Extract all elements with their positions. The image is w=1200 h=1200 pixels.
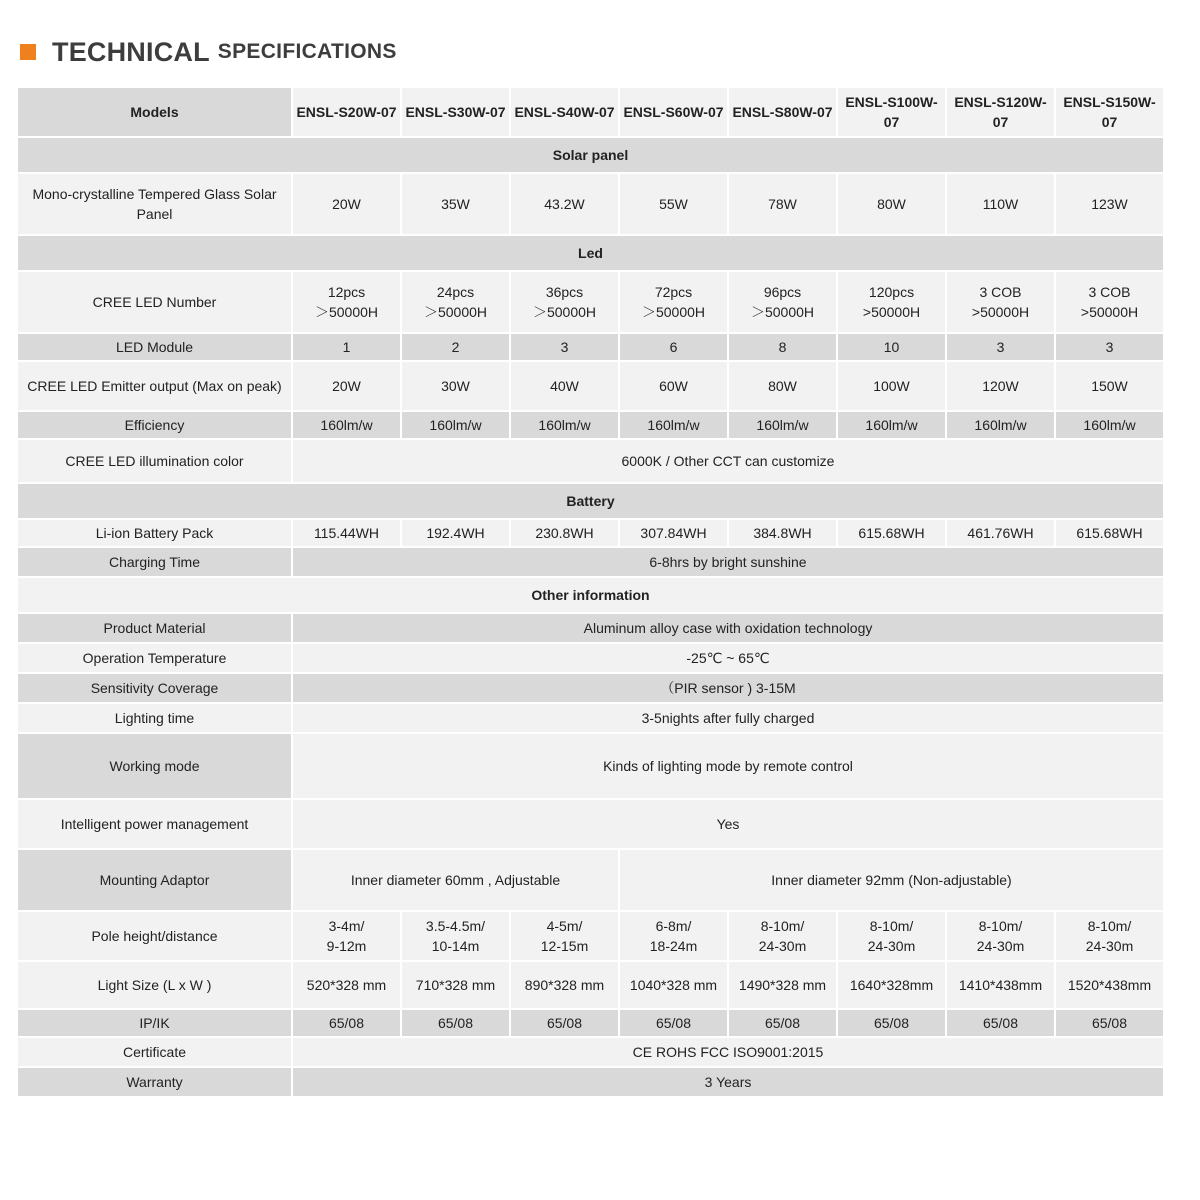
spec-value	[293, 272, 400, 332]
spec-value-line1: 3 COB	[1088, 284, 1131, 300]
spec-value: 1410*438mm	[947, 962, 1054, 1008]
spec-value: 3	[1056, 334, 1163, 360]
row-label: Light Size (L x W )	[18, 962, 291, 1008]
spec-value: 160lm/w	[511, 412, 618, 438]
spec-value-line1: 96pcs	[763, 284, 802, 300]
spec-value: 20W	[293, 362, 400, 410]
row-cree-led-number	[18, 272, 1163, 332]
row-label: LED Module	[18, 334, 291, 360]
spec-value: 1640*328mm	[838, 962, 945, 1008]
spec-value: 65/08	[729, 1010, 836, 1036]
spec-value-line1: 8-10m/	[978, 918, 1023, 934]
spec-value-line1: 3-4m/	[328, 918, 365, 934]
model-name: ENSL-S40W-07	[511, 88, 618, 136]
section-title: Other information	[18, 578, 1163, 612]
row-label: CREE LED Emitter output (Max on peak)	[18, 362, 291, 410]
models-row	[18, 88, 1163, 136]
spec-value: 1520*438mm	[1056, 962, 1163, 1008]
section-title: Solar panel	[18, 138, 1163, 172]
spec-value: 35W	[402, 174, 509, 234]
spec-value: 43.2W	[511, 174, 618, 234]
spec-value-line1: 36pcs	[545, 284, 584, 300]
model-name: ENSL-S150W-07	[1056, 88, 1163, 136]
row-certificate	[18, 1038, 1163, 1066]
spec-value: 6	[620, 334, 727, 360]
row-light-size	[18, 962, 1163, 1008]
spec-value: 115.44WH	[293, 520, 400, 546]
spec-value: 80W	[838, 174, 945, 234]
row-pole-height	[18, 912, 1163, 960]
row-label: IP/IK	[18, 1010, 291, 1036]
spec-value: 65/08	[402, 1010, 509, 1036]
row-label: Pole height/distance	[18, 912, 291, 960]
spec-value	[947, 912, 1054, 960]
row-charging-time	[18, 548, 1163, 576]
spec-value-line2: 24-30m	[976, 938, 1025, 954]
spec-value: 1490*328 mm	[729, 962, 836, 1008]
spec-value: 110W	[947, 174, 1054, 234]
row-led-module	[18, 334, 1163, 360]
spec-value	[511, 912, 618, 960]
row-mounting-adaptor	[18, 850, 1163, 910]
spec-value: 65/08	[293, 1010, 400, 1036]
row-efficiency	[18, 412, 1163, 438]
section-battery	[18, 484, 1163, 518]
mounting-value-small: Inner diameter 60mm , Adjustable	[293, 850, 618, 910]
page-header	[20, 34, 397, 70]
row-label: Intelligent power management	[18, 800, 291, 848]
row-label: Efficiency	[18, 412, 291, 438]
row-label: Sensitivity Coverage	[18, 674, 291, 702]
row-label: Mono-crystalline Tempered Glass Solar Panel	[18, 174, 291, 234]
row-lighting-time	[18, 704, 1163, 732]
section-led	[18, 236, 1163, 270]
spec-value: 2	[402, 334, 509, 360]
row-label: Certificate	[18, 1038, 291, 1066]
spec-value-merged: Aluminum alloy case with oxidation technology	[293, 614, 1163, 642]
spec-value: 80W	[729, 362, 836, 410]
spec-value: 461.76WH	[947, 520, 1054, 546]
model-name: ENSL-S20W-07	[293, 88, 400, 136]
spec-value: 55W	[620, 174, 727, 234]
spec-value	[838, 272, 945, 332]
spec-value	[729, 912, 836, 960]
title-sub: SPECIFICATIONS	[217, 40, 397, 63]
spec-value: 10	[838, 334, 945, 360]
spec-value: 160lm/w	[620, 412, 727, 438]
spec-value-line2: 18-24m	[649, 938, 698, 954]
spec-value: 120W	[947, 362, 1054, 410]
spec-value: 8	[729, 334, 836, 360]
spec-value	[1056, 272, 1163, 332]
spec-value: 100W	[838, 362, 945, 410]
spec-value-line2: 24-30m	[758, 938, 807, 954]
spec-value	[620, 912, 727, 960]
spec-value: 710*328 mm	[402, 962, 509, 1008]
spec-value-merged: Yes	[293, 800, 1163, 848]
spec-value-line2: 12-15m	[540, 938, 589, 954]
spec-value	[947, 272, 1054, 332]
spec-value: 615.68WH	[1056, 520, 1163, 546]
model-name: ENSL-S30W-07	[402, 88, 509, 136]
specifications-table	[16, 86, 1165, 1098]
spec-value: 3	[947, 334, 1054, 360]
spec-value-line1: 3 COB	[979, 284, 1022, 300]
spec-value: 150W	[1056, 362, 1163, 410]
models-label: Models	[18, 88, 291, 136]
row-solar-panel	[18, 174, 1163, 234]
row-operation-temperature	[18, 644, 1163, 672]
spec-value: 78W	[729, 174, 836, 234]
section-other-information	[18, 578, 1163, 612]
spec-value	[402, 912, 509, 960]
spec-value-line2: >50000H	[862, 304, 921, 320]
mounting-value-large: Inner diameter 92mm (Non-adjustable)	[620, 850, 1163, 910]
row-emitter-output	[18, 362, 1163, 410]
spec-value-line2: >50000H	[1080, 304, 1139, 320]
spec-value	[729, 272, 836, 332]
spec-value-line1: 6-8m/	[655, 918, 692, 934]
spec-value	[293, 912, 400, 960]
spec-value: 615.68WH	[838, 520, 945, 546]
row-sensitivity-coverage	[18, 674, 1163, 702]
spec-value: 3	[511, 334, 618, 360]
spec-value: 192.4WH	[402, 520, 509, 546]
spec-value-line2: ＞50000H	[532, 304, 597, 320]
spec-value-merged: Kinds of lighting mode by remote control	[293, 734, 1163, 798]
spec-value-line1: 12pcs	[327, 284, 366, 300]
row-label: Warranty	[18, 1068, 291, 1096]
spec-value-line1: 8-10m/	[869, 918, 914, 934]
spec-value-merged: （PIR sensor ) 3-15M	[293, 674, 1163, 702]
title-main: TECHNICAL	[52, 36, 210, 67]
spec-value-line2: ＞50000H	[423, 304, 488, 320]
model-name: ENSL-S100W-07	[838, 88, 945, 136]
orange-square-icon	[20, 44, 36, 60]
spec-value	[838, 912, 945, 960]
row-battery-pack	[18, 520, 1163, 546]
spec-value: 307.84WH	[620, 520, 727, 546]
spec-value: 1	[293, 334, 400, 360]
spec-value-merged: 3 Years	[293, 1068, 1163, 1096]
row-label: Li-ion Battery Pack	[18, 520, 291, 546]
spec-value-line2: 9-12m	[326, 938, 367, 954]
spec-value	[1056, 912, 1163, 960]
spec-value: 65/08	[1056, 1010, 1163, 1036]
spec-value-line2: ＞50000H	[750, 304, 815, 320]
spec-value-line2: 24-30m	[1085, 938, 1134, 954]
spec-value-merged: CE ROHS FCC ISO9001:2015	[293, 1038, 1163, 1066]
spec-value	[511, 272, 618, 332]
model-name: ENSL-S60W-07	[620, 88, 727, 136]
spec-value: 60W	[620, 362, 727, 410]
row-label: Operation Temperature	[18, 644, 291, 672]
row-label: CREE LED Number	[18, 272, 291, 332]
spec-value: 1040*328 mm	[620, 962, 727, 1008]
row-label: Charging Time	[18, 548, 291, 576]
section-title: Led	[18, 236, 1163, 270]
spec-value-line1: 3.5-4.5m/	[425, 918, 486, 934]
spec-value: 160lm/w	[838, 412, 945, 438]
spec-value-line2: 24-30m	[867, 938, 916, 954]
spec-value: 40W	[511, 362, 618, 410]
spec-value-merged: 3-5nights after fully charged	[293, 704, 1163, 732]
spec-value: 160lm/w	[402, 412, 509, 438]
model-name: ENSL-S120W-07	[947, 88, 1054, 136]
section-solar-panel	[18, 138, 1163, 172]
spec-value: 230.8WH	[511, 520, 618, 546]
spec-value: 20W	[293, 174, 400, 234]
row-product-material	[18, 614, 1163, 642]
spec-value-line2: ＞50000H	[641, 304, 706, 320]
spec-value-line1: 8-10m/	[760, 918, 805, 934]
row-power-management	[18, 800, 1163, 848]
spec-value-merged: 6-8hrs by bright sunshine	[293, 548, 1163, 576]
row-ip-ik	[18, 1010, 1163, 1036]
row-label: Working mode	[18, 734, 291, 798]
spec-value-line1: 120pcs	[868, 284, 915, 300]
spec-value-line2: 10-14m	[431, 938, 480, 954]
spec-value: 384.8WH	[729, 520, 836, 546]
spec-value	[402, 272, 509, 332]
spec-value-line1: 4-5m/	[546, 918, 583, 934]
spec-value	[620, 272, 727, 332]
spec-value: 123W	[1056, 174, 1163, 234]
spec-value: 65/08	[620, 1010, 727, 1036]
spec-value-merged: 6000K / Other CCT can customize	[293, 440, 1163, 482]
spec-value: 65/08	[947, 1010, 1054, 1036]
spec-value: 160lm/w	[729, 412, 836, 438]
spec-value: 520*328 mm	[293, 962, 400, 1008]
row-label: Mounting Adaptor	[18, 850, 291, 910]
row-label: CREE LED illumination color	[18, 440, 291, 482]
spec-value: 30W	[402, 362, 509, 410]
spec-value-line1: 72pcs	[654, 284, 693, 300]
model-name: ENSL-S80W-07	[729, 88, 836, 136]
row-working-mode	[18, 734, 1163, 798]
row-label: Product Material	[18, 614, 291, 642]
spec-value-line1: 8-10m/	[1087, 918, 1132, 934]
row-illumination-color	[18, 440, 1163, 482]
spec-value-line2: ＞50000H	[314, 304, 379, 320]
row-warranty	[18, 1068, 1163, 1096]
spec-value: 65/08	[511, 1010, 618, 1036]
spec-value-line2: >50000H	[971, 304, 1030, 320]
spec-value: 160lm/w	[293, 412, 400, 438]
row-label: Lighting time	[18, 704, 291, 732]
spec-value-line1: 24pcs	[436, 284, 475, 300]
spec-value: 890*328 mm	[511, 962, 618, 1008]
spec-value: 160lm/w	[1056, 412, 1163, 438]
spec-value-merged: -25℃ ~ 65℃	[293, 644, 1163, 672]
spec-value: 160lm/w	[947, 412, 1054, 438]
spec-value: 65/08	[838, 1010, 945, 1036]
section-title: Battery	[18, 484, 1163, 518]
